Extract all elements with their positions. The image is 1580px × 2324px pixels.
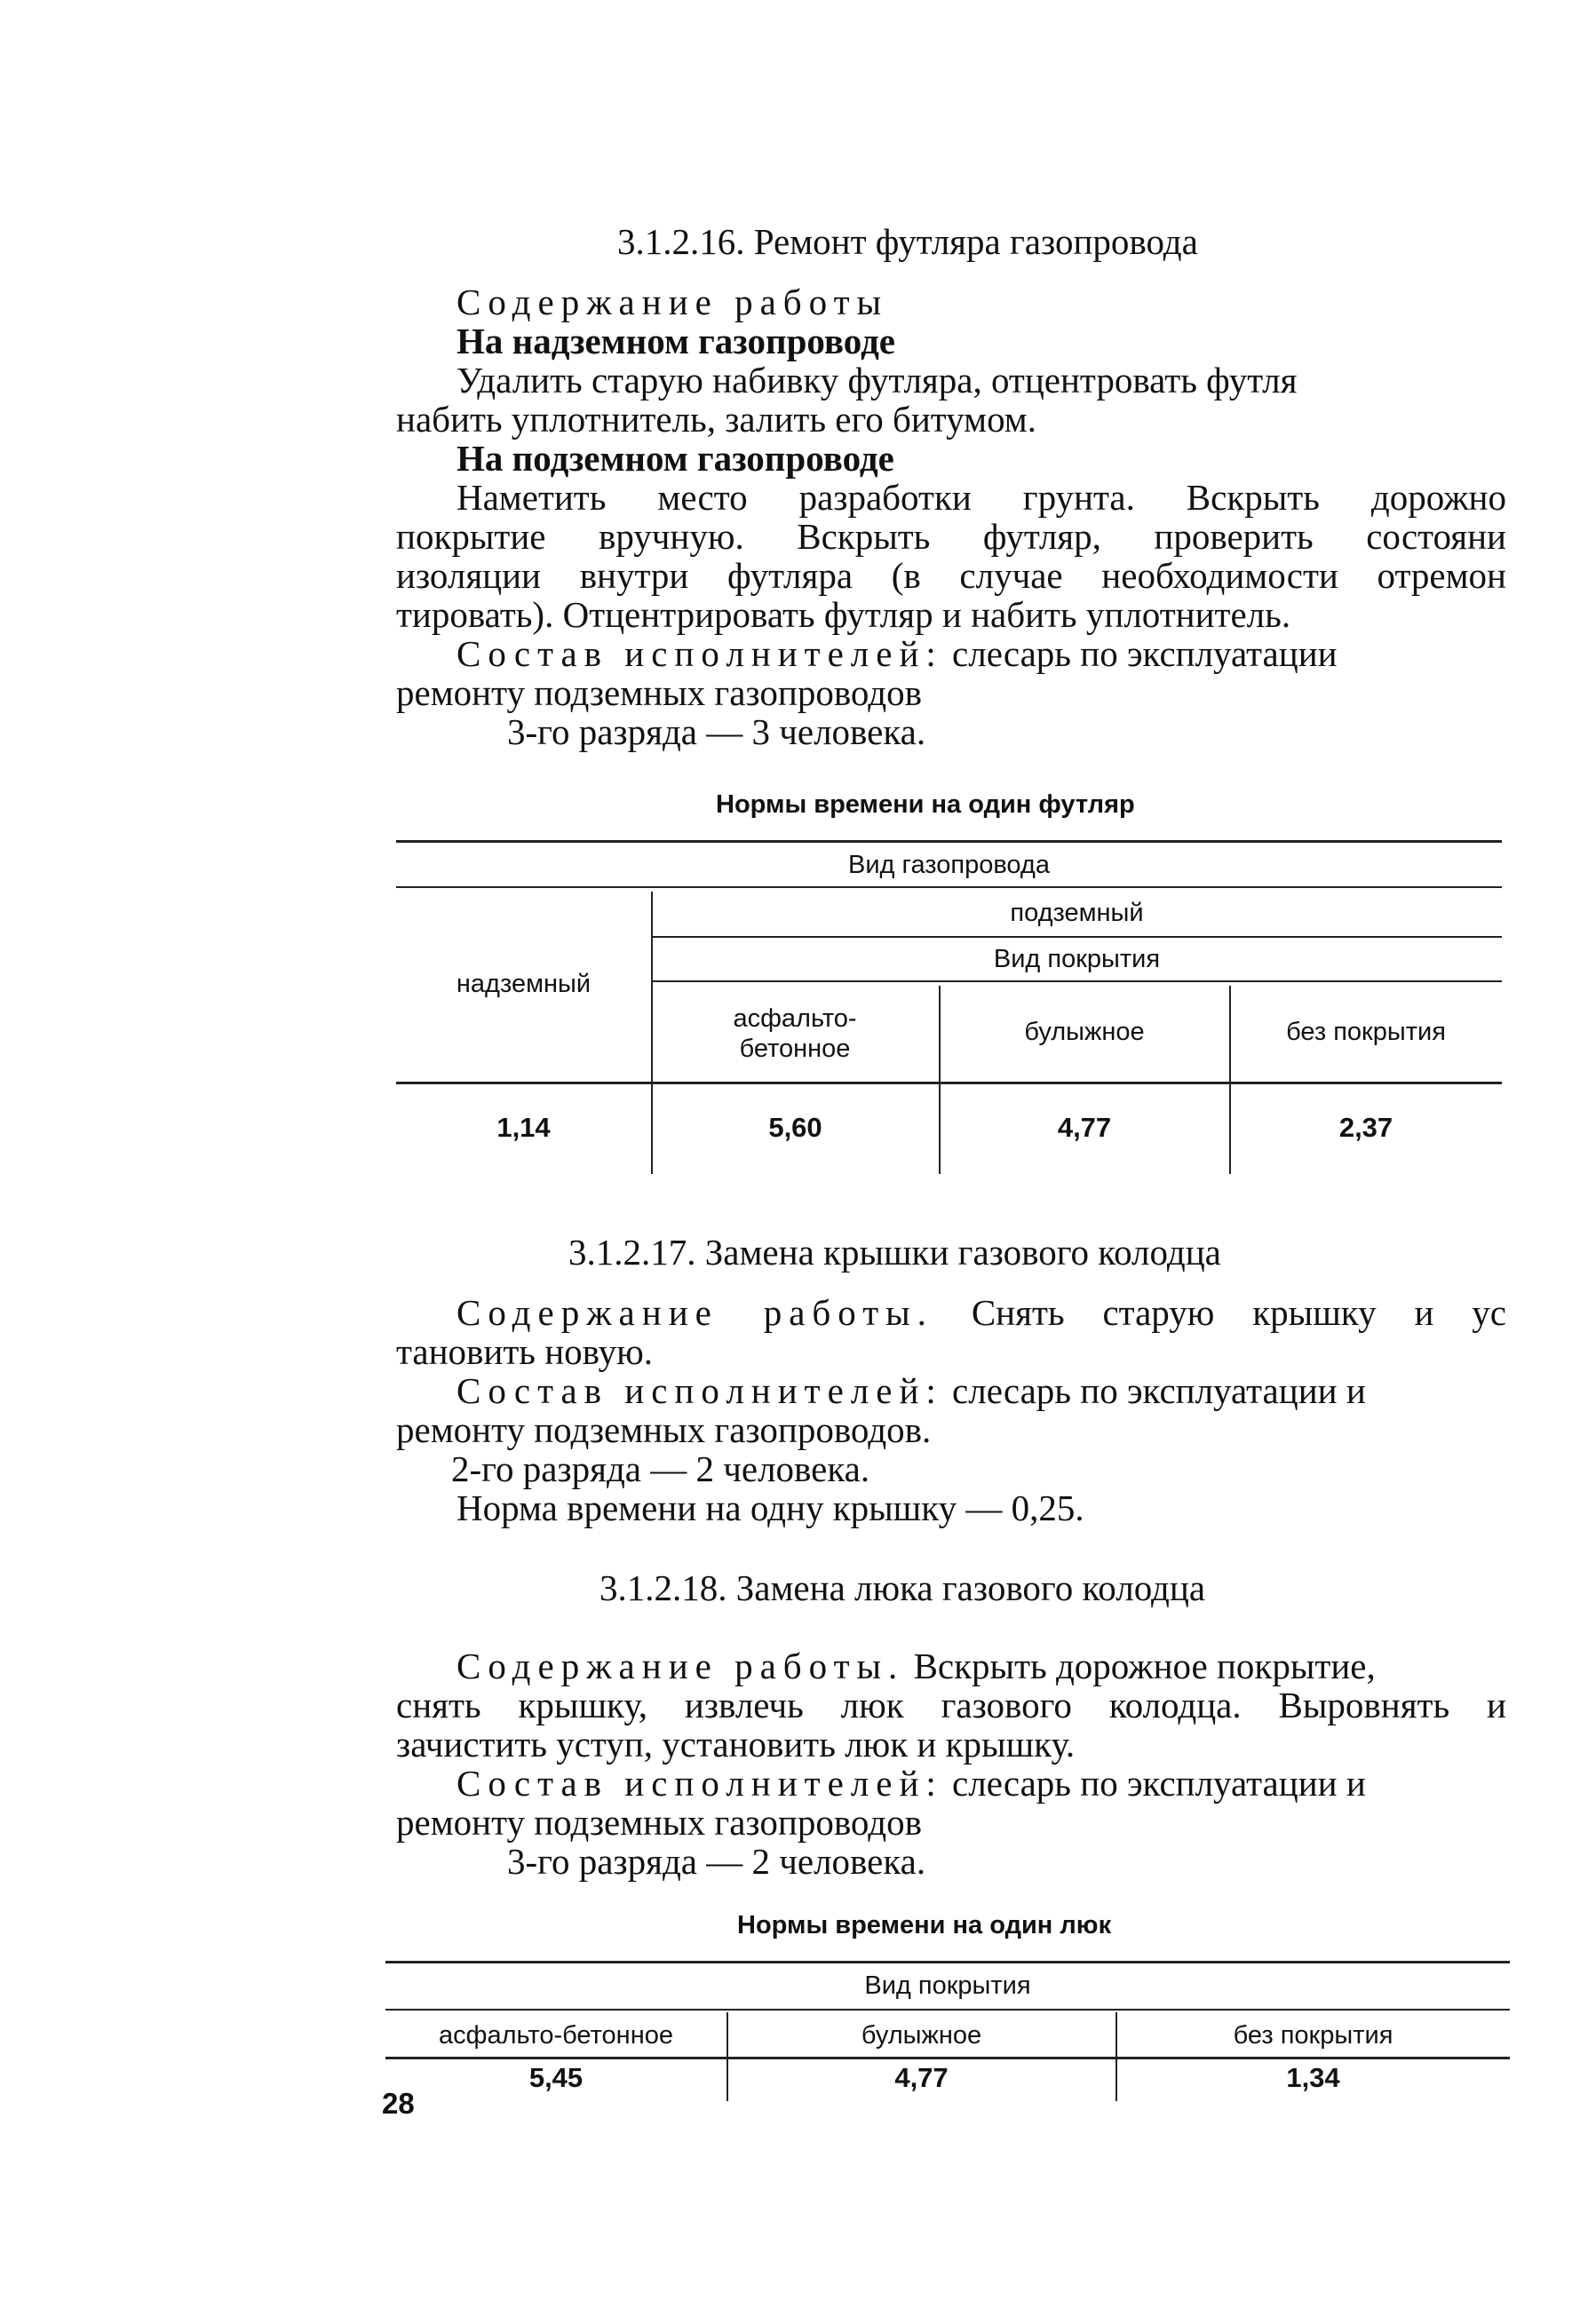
crew-text: слесарь по эксплуатации [952, 633, 1338, 674]
section-16-crew [457, 634, 1506, 673]
table-1-underground-header: подземный [1010, 899, 1144, 927]
section-17-content-line: тановить новую. [396, 1331, 654, 1372]
section-17-crew [457, 1371, 1506, 1410]
section-18-title: 3.1.2.18. Замена люка газового колодца [599, 1567, 1206, 1608]
table-rule [385, 1961, 1510, 1963]
table-rule [396, 886, 1502, 888]
section-18-content-line: зачистить уступ, установить люк и крышку. [396, 1724, 1076, 1765]
table-2-col: без покрытия [1233, 2021, 1393, 2050]
section-18-content-line: снять крышку, извлечь люк газового колодца. Выровнять и [396, 1685, 1506, 1725]
section-18-crew-line: 3-го разряда — 2 человека. [507, 1841, 926, 1882]
table-rule [652, 980, 1502, 982]
table-2-col: булыжное [861, 2021, 982, 2050]
section-17-body [396, 1293, 1506, 1527]
table-rule [385, 2057, 1510, 2059]
section-16-title: 3.1.2.16. Ремонт футляра газопровода [617, 221, 1198, 262]
table-2-col: асфальто-бетонное [439, 2021, 673, 2050]
content-text: Вскрыть дорожное покрытие, [913, 1646, 1376, 1686]
table-1-sub-col: без покрытия [1286, 1018, 1446, 1046]
section-16-underground-line: Наметить место разработки грунта. Вскрыть дорожно [457, 477, 1506, 518]
table-2-value: 4,77 [894, 2062, 949, 2093]
table-2-coating-header: Вид покрытия [864, 1971, 1031, 2000]
section-16-underground-line: покрытие вручную. Вскрыть футляр, проверить состояни [396, 516, 1506, 557]
content-label: Содержание работы. [457, 1646, 905, 1686]
content-label: Содержание работы. [457, 1292, 933, 1333]
section-16-above-ground-label: На надземном газопроводе [457, 321, 896, 361]
section-16-above-ground-line: набить уплотнитель, залить его битумом. [396, 399, 1037, 440]
section-16-above-ground-line: Удалить старую набивку футляра, отцентровать футля [457, 360, 1298, 401]
crew-label: Состав исполнителей: [457, 1763, 943, 1804]
table-1-value: 4,77 [1057, 1112, 1112, 1143]
table-rule [396, 840, 1502, 843]
table-1-value: 2,37 [1338, 1112, 1393, 1143]
table-2-value: 1,34 [1286, 2062, 1340, 2093]
table-1-value: 5,60 [768, 1112, 822, 1143]
section-17-title: 3.1.2.17. Замена крышки газового колодца [568, 1232, 1221, 1273]
table-rule [385, 2009, 1510, 2011]
section-16-crew-line: 3-го разряда — 3 человека. [507, 711, 926, 752]
section-17-norm: Норма времени на одну крышку — 0,25. [457, 1487, 1084, 1528]
section-17-content [457, 1293, 1506, 1332]
section-18-content [457, 1646, 1506, 1685]
section-17-crew-line: ремонту подземных газопроводов. [396, 1409, 932, 1450]
section-16-content-label: Содержание работы [457, 282, 889, 322]
table-1-caption: Нормы времени на один футляр [716, 790, 1135, 819]
crew-label: Состав исполнителей: [457, 633, 943, 674]
crew-text: слесарь по эксплуатации и [952, 1763, 1366, 1804]
content-text: Снять старую крышку и ус [971, 1292, 1506, 1333]
table-rule [396, 1082, 1502, 1084]
section-16-underground-line: изоляции внутри футляра (в случае необходимости отремон [396, 555, 1506, 596]
section-16-underground-line: тировать). Отцентрировать футляр и набить уплотнитель. [396, 594, 1291, 635]
table-2-caption: Нормы времени на один люк [737, 1911, 1112, 1939]
table-1-sub-col: булыжное [1024, 1018, 1145, 1046]
section-16-crew-line: ремонту подземных газопроводов [396, 672, 922, 713]
table-2-value: 5,45 [528, 2062, 584, 2093]
table-1-value: 1,14 [496, 1112, 551, 1143]
page-number: 28 [382, 2087, 415, 2120]
crew-text: слесарь по эксплуатации и [952, 1370, 1366, 1411]
section-16-body [396, 282, 1506, 751]
section-16-underground-label: На подземном газопроводе [457, 438, 894, 479]
table-1-above-ground-header: надземный [456, 970, 592, 998]
table-rule [652, 936, 1502, 938]
section-18-crew [457, 1764, 1506, 1803]
section-18-body [396, 1646, 1506, 1881]
table-1-sub-col: асфальто-бетонное [733, 1004, 857, 1063]
section-17-crew-line: 2-го разряда — 2 человека. [451, 1448, 870, 1489]
table-1-gas-type-header: Вид газопровода [848, 851, 1050, 879]
section-18-crew-line: ремонту подземных газопроводов [396, 1802, 922, 1843]
crew-label: Состав исполнителей: [457, 1370, 943, 1411]
table-1-coating-header: Вид покрытия [993, 945, 1161, 973]
